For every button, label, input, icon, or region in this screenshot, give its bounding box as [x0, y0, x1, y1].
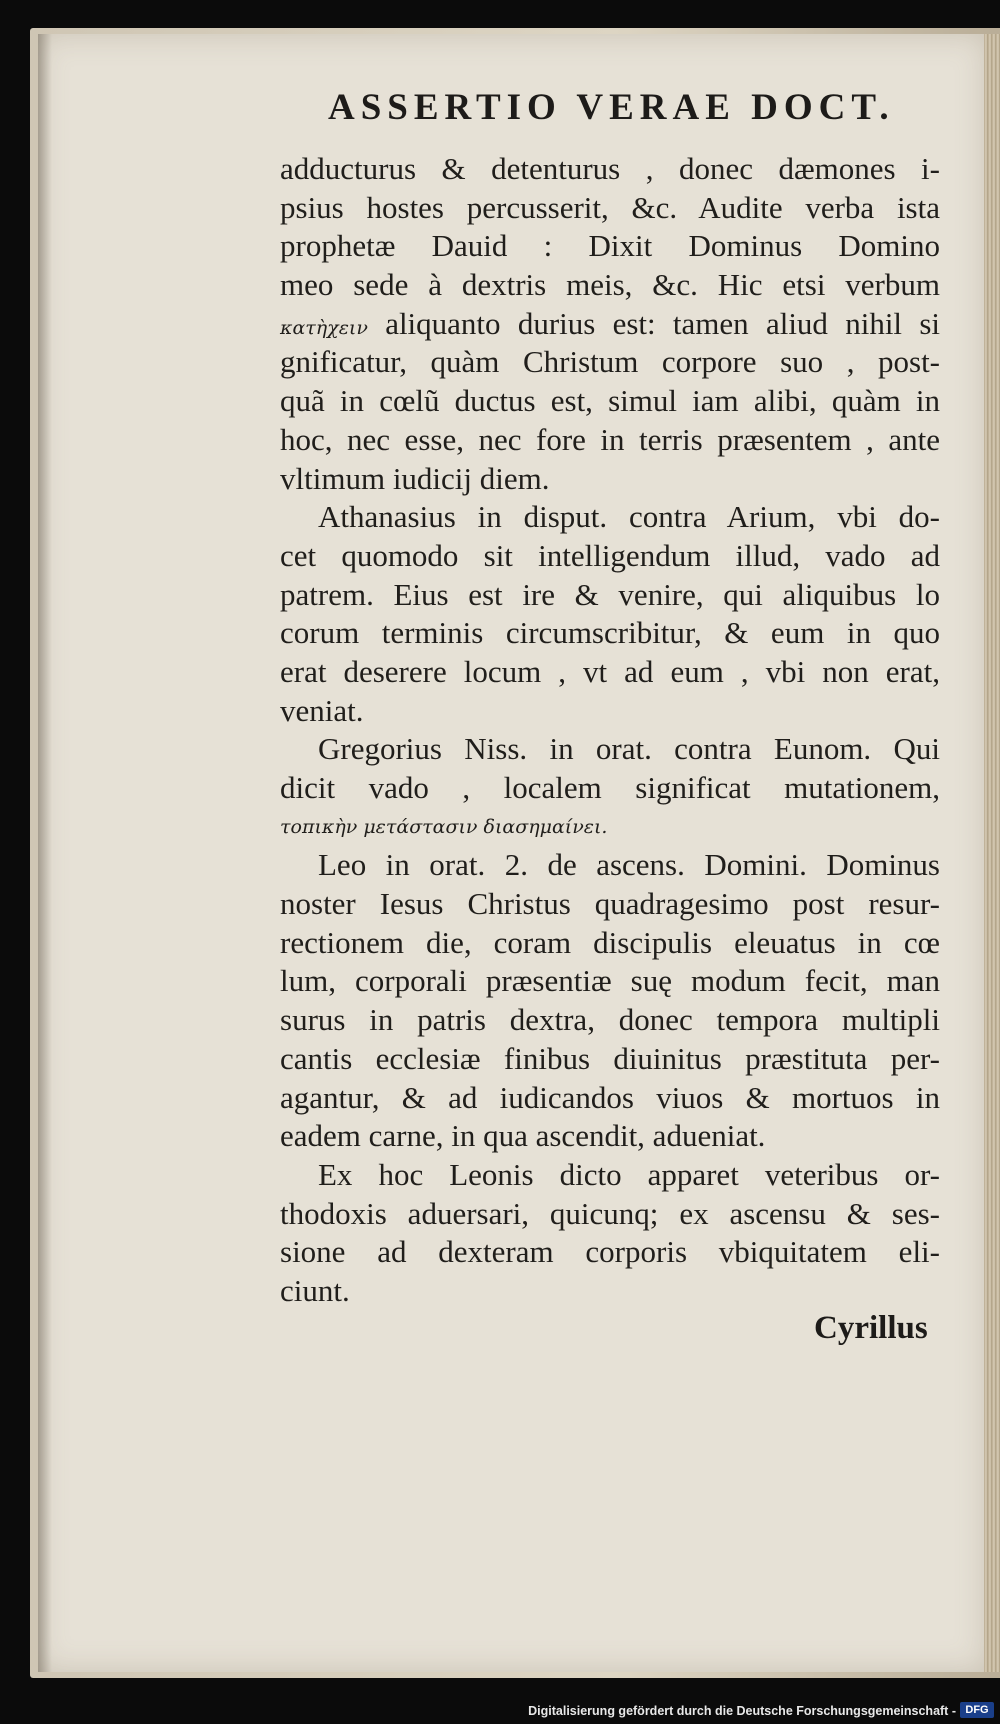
text-line: erat deserere locum , vt ad eum , vbi non erat,	[280, 653, 940, 689]
text-line: eadem carne, in qua ascendit, adueniat.	[280, 1118, 766, 1154]
text-line: corum terminis circumscribitur, & eum in quo	[280, 615, 940, 651]
text-line: Ex hoc Leonis dicto apparet veteribus or-	[318, 1156, 940, 1192]
text-line: Leo in orat. 2. de ascens. Domini. Dominus	[318, 847, 940, 883]
text-line: quã in cœlũ ductus est, simul iam alibi, quàm in	[280, 383, 940, 419]
text-line: vltimum iudicij diem.	[280, 460, 550, 496]
text-line: ciunt.	[280, 1272, 350, 1308]
text-line: lum, corporali præsentiæ suę modum fecit, man	[280, 963, 940, 999]
text-line: cet quomodo sit intelligendum illud, vado ad	[280, 537, 940, 573]
text-line: cantis ecclesiæ finibus diuinitus præstituta per-	[280, 1040, 940, 1076]
text-line: hoc, nec esse, nec fore in terris præsentem , ante	[280, 421, 940, 457]
dfg-logo: DFG	[960, 1702, 994, 1718]
text-line: rectionem die, coram discipulis eleuatus in cœ	[280, 924, 940, 960]
text-line: gnificatur, quàm Christum corpore suo , post-	[280, 344, 940, 380]
line-text: aliquanto durius est: tamen aliud nihil si	[385, 305, 940, 341]
funding-credit: Digitalisierung gefördert durch die Deutsche Forschungsgemeinschaft -	[528, 1704, 956, 1718]
text-line: meo sede à dextris meis, &c. Hic etsi verbum	[280, 267, 940, 303]
text-line: τοπικὴν μετάστασιν διασημαίνει.	[280, 815, 608, 838]
greek-word: κατὴχειν	[280, 316, 368, 339]
page-fore-edge	[984, 34, 1000, 1672]
text-line: prophetæ Dauid : Dixit Dominus Domino	[280, 228, 940, 264]
text-line	[280, 305, 940, 344]
text-line: thodoxis aduersari, quicunq; ex ascensu & ses-	[280, 1195, 940, 1231]
text-line: patrem. Eius est ire & venire, qui aliquibus lo	[280, 576, 940, 612]
text-line: veniat.	[280, 692, 364, 728]
text-line: dicit vado , localem significat mutationem,	[280, 770, 940, 805]
text-line: surus in patris dextra, donec tempora multipli	[280, 1002, 940, 1038]
text-line: noster Iesus Christus quadragesimo post resur-	[280, 886, 940, 922]
text-line: Gregorius Niss. in orat. contra Eunom. Qui	[318, 731, 940, 767]
catchword: Cyrillus	[814, 1310, 928, 1346]
body-text	[280, 150, 940, 1311]
running-head: ASSERTIO VERAE DOCT.	[328, 87, 895, 128]
text-line: agantur, & ad iudicandos viuos & mortuos in	[280, 1079, 940, 1115]
gutter-shadow	[38, 34, 52, 1672]
text-line: adducturus & detenturus , donec dæmones i-	[280, 151, 940, 186]
text-line: psius hostes percusserit, &c. Audite verba ista	[280, 189, 940, 225]
text-line: Athanasius in disput. contra Arium, vbi do-	[318, 499, 940, 535]
text-line: sione ad dexteram corporis vbiquitatem eli-	[280, 1234, 940, 1270]
